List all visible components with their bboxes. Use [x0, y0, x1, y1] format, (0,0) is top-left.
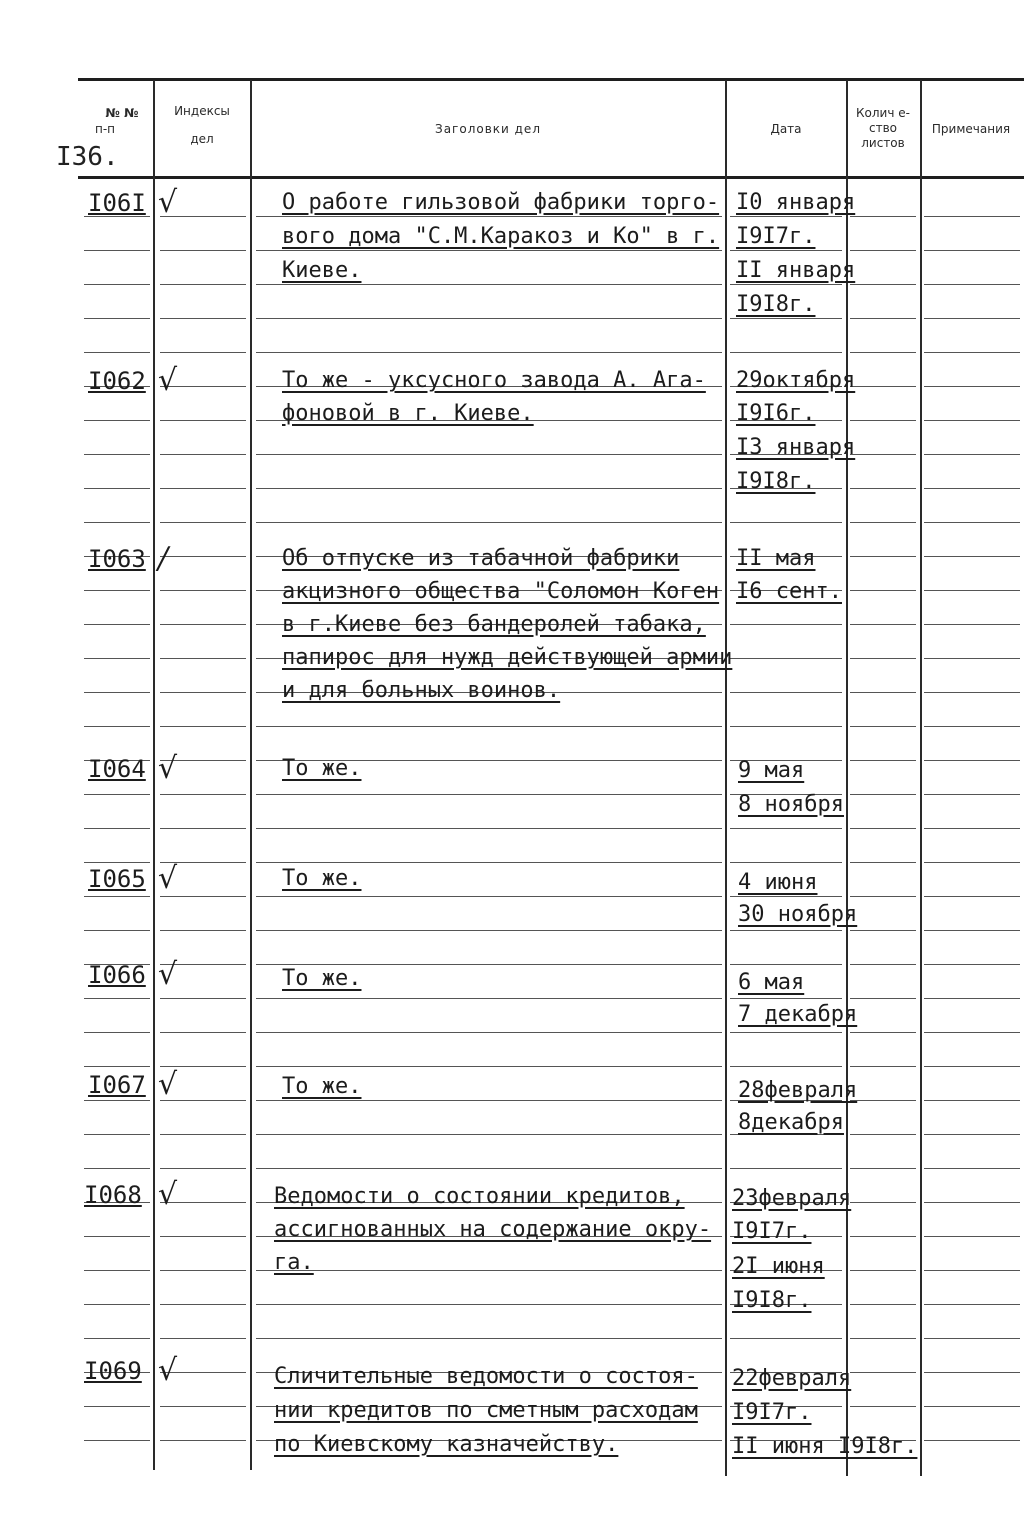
ruled-line	[160, 250, 246, 251]
ruled-line	[850, 318, 916, 319]
ruled-line	[850, 658, 916, 659]
title-line: ассигнованных на содержание окру-	[274, 1217, 712, 1242]
ruled-line	[256, 522, 722, 523]
date-line: 23февраля	[732, 1186, 852, 1211]
ruled-line	[160, 284, 246, 285]
ruled-line	[730, 522, 842, 523]
ruled-line	[730, 1338, 842, 1339]
ruled-line	[84, 1168, 150, 1169]
ruled-line	[84, 250, 150, 251]
header-count-line1: Колич е-	[856, 106, 910, 120]
ruled-line	[924, 1202, 1020, 1203]
entry-number: I063	[88, 545, 146, 573]
ruled-line	[256, 488, 722, 489]
ruled-line	[256, 726, 722, 727]
ruled-line	[850, 1202, 916, 1203]
title-line: акцизного общества "Соломон Коген	[282, 579, 720, 604]
date-line: 2I июня	[732, 1254, 825, 1279]
ruled-line	[924, 624, 1020, 625]
header-indices-line1: Индексы	[174, 104, 230, 118]
ruled-line	[256, 318, 722, 319]
ruled-line	[850, 454, 916, 455]
ruled-line	[730, 1032, 842, 1033]
ruled-line	[924, 1270, 1020, 1271]
ruled-line	[924, 658, 1020, 659]
ruled-line	[256, 1066, 722, 1067]
column-divider	[153, 80, 155, 1470]
check-mark: √	[158, 957, 178, 992]
ruled-line	[84, 284, 150, 285]
ruled-line	[256, 1304, 722, 1305]
check-mark: √	[158, 751, 178, 786]
ruled-line	[84, 726, 150, 727]
ruled-line	[160, 1304, 246, 1305]
ruled-line	[160, 1236, 246, 1237]
ruled-line	[730, 862, 842, 863]
date-line: I9I8г.	[736, 292, 816, 317]
ruled-line	[84, 794, 150, 795]
title-line: То же.	[282, 1074, 362, 1099]
ruled-line	[84, 1236, 150, 1237]
date-line: I0 января	[736, 190, 856, 215]
date-line: I9I7г.	[732, 1219, 812, 1244]
header-number-sub-label: п-п	[94, 122, 116, 136]
ruled-line	[924, 1066, 1020, 1067]
header-number-label: № №	[105, 106, 139, 120]
ruled-line	[924, 1032, 1020, 1033]
ruled-line	[850, 930, 916, 931]
ruled-line	[850, 590, 916, 591]
ruled-line	[850, 522, 916, 523]
title-line: вого дома "С.М.Каракоз и Ко" в г.	[282, 224, 720, 249]
ruled-line	[850, 726, 916, 727]
ruled-line	[160, 692, 246, 693]
ruled-line	[850, 352, 916, 353]
column-divider	[250, 80, 252, 1470]
ruled-line	[160, 488, 246, 489]
date-line: 29октября	[736, 368, 856, 393]
ruled-line	[924, 692, 1020, 693]
ruled-line	[84, 488, 150, 489]
ruled-line	[160, 352, 246, 353]
ruled-line	[850, 1304, 916, 1305]
ruled-line	[256, 1270, 722, 1271]
title-line: Ведомости о состоянии кредитов,	[274, 1184, 685, 1209]
title-line: Об отпуске из табачной фабрики	[282, 546, 680, 571]
ruled-line	[84, 930, 150, 931]
ruled-line	[924, 964, 1020, 965]
date-line: I9I8г.	[732, 1288, 812, 1313]
ruled-line	[730, 352, 842, 353]
ruled-line	[850, 794, 916, 795]
ruled-line	[850, 420, 916, 421]
header-date: Дата	[770, 122, 802, 136]
ruled-line	[850, 1134, 916, 1135]
ruled-line	[730, 964, 842, 965]
ruled-line	[256, 896, 722, 897]
ruled-line	[84, 624, 150, 625]
entry-number: I062	[88, 367, 146, 395]
ruled-line	[84, 896, 150, 897]
ruled-line	[256, 454, 722, 455]
ruled-line	[850, 624, 916, 625]
date-line: 8 ноября	[738, 792, 844, 817]
ruled-line	[924, 726, 1020, 727]
ruled-line	[84, 828, 150, 829]
title-line: по Киевскому казначейству.	[274, 1432, 619, 1457]
check-mark: √	[158, 185, 178, 220]
header-notes: Примечания	[931, 122, 1011, 136]
ruled-line	[924, 250, 1020, 251]
entry-number: I069	[84, 1357, 142, 1385]
ruled-line	[84, 998, 150, 999]
ruled-line	[924, 828, 1020, 829]
ruled-line	[84, 692, 150, 693]
ruled-line	[850, 1066, 916, 1067]
ruled-line	[160, 1440, 246, 1441]
ruled-line	[256, 930, 722, 931]
entry-number: I066	[88, 961, 146, 989]
ruled-line	[850, 1270, 916, 1271]
title-line: О работе гильзовой фабрики торго-	[282, 190, 720, 215]
header-bottom-rule	[78, 176, 1024, 179]
ruled-line	[730, 1066, 842, 1067]
date-line: 7 декабря	[738, 1002, 858, 1027]
ruled-line	[924, 998, 1020, 999]
ruled-line	[160, 556, 246, 557]
ruled-line	[160, 930, 246, 931]
ruled-line	[924, 896, 1020, 897]
ruled-line	[160, 896, 246, 897]
title-line: То же.	[282, 966, 362, 991]
ruled-line	[84, 352, 150, 353]
ruled-line	[160, 794, 246, 795]
check-mark: √	[158, 1067, 178, 1102]
ruled-line	[850, 1338, 916, 1339]
ruled-line	[850, 1032, 916, 1033]
ruled-line	[160, 522, 246, 523]
entry-number: I065	[88, 865, 146, 893]
date-line: 22февраля	[732, 1366, 852, 1391]
header-top-rule	[78, 78, 1024, 81]
ruled-line	[850, 216, 916, 217]
title-line: Киеве.	[282, 258, 362, 283]
entry-number: I064	[88, 755, 146, 783]
ruled-line	[730, 726, 842, 727]
ruled-line	[730, 1168, 842, 1169]
ruled-line	[256, 1168, 722, 1169]
ruled-line	[84, 1304, 150, 1305]
ruled-line	[924, 556, 1020, 557]
ruled-line	[160, 828, 246, 829]
ruled-line	[730, 692, 842, 693]
entry-number: I068	[84, 1181, 142, 1209]
ruled-line	[924, 216, 1020, 217]
ruled-line	[84, 658, 150, 659]
ruled-line	[924, 1372, 1020, 1373]
title-line: То же.	[282, 866, 362, 891]
date-line: I9I6г.	[736, 401, 816, 426]
ruled-line	[850, 862, 916, 863]
ruled-line	[924, 1440, 1020, 1441]
title-line: нии кредитов по сметным расходам	[274, 1398, 698, 1423]
title-line: фоновой в г. Киеве.	[282, 401, 534, 426]
ruled-line	[84, 1440, 150, 1441]
ruled-line	[850, 964, 916, 965]
ruled-line	[730, 828, 842, 829]
date-line: II января	[736, 258, 856, 283]
title-line: и для больных воинов.	[282, 678, 561, 703]
ruled-line	[256, 998, 722, 999]
ruled-line	[924, 386, 1020, 387]
ruled-line	[160, 454, 246, 455]
date-line: 30 ноября	[738, 902, 858, 927]
entry-number: I06I	[88, 189, 146, 217]
date-line: I9I8г.	[736, 469, 816, 494]
ruled-line	[924, 488, 1020, 489]
ruled-line	[84, 1134, 150, 1135]
date-line: 6 мая	[738, 970, 805, 995]
ruled-line	[924, 1406, 1020, 1407]
ruled-line	[850, 828, 916, 829]
header-indices	[156, 104, 248, 146]
ruled-line	[84, 1338, 150, 1339]
ruled-line	[850, 488, 916, 489]
check-mark: √	[158, 1177, 178, 1212]
ruled-line	[256, 1032, 722, 1033]
ruled-line	[160, 1134, 246, 1135]
ruled-line	[84, 1066, 150, 1067]
date-line: I9I7г.	[732, 1400, 812, 1425]
ruled-line	[84, 1032, 150, 1033]
title-line: папирос для нужд действующей армии	[282, 645, 733, 670]
ruled-line	[160, 726, 246, 727]
ruled-line	[924, 420, 1020, 421]
header-sheet-count	[848, 106, 918, 151]
ruled-line	[84, 522, 150, 523]
ruled-line	[160, 318, 246, 319]
ruled-line	[850, 284, 916, 285]
ruled-line	[730, 658, 842, 659]
header-count-line2: ство	[868, 121, 897, 135]
check-mark: √	[158, 1353, 178, 1388]
date-line: 28февраля	[738, 1078, 858, 1103]
title-line: То же.	[282, 756, 362, 781]
ruled-line	[84, 1406, 150, 1407]
ruled-line	[924, 862, 1020, 863]
ruled-line	[850, 386, 916, 387]
ruled-line	[160, 658, 246, 659]
check-mark: /	[158, 541, 169, 576]
title-line: га.	[274, 1250, 314, 1275]
ruled-line	[924, 1304, 1020, 1305]
ruled-line	[256, 828, 722, 829]
column-divider	[725, 80, 727, 1476]
date-line: I3 января	[736, 435, 856, 460]
ruled-line	[850, 692, 916, 693]
ruled-line	[160, 624, 246, 625]
entry-number: I067	[88, 1071, 146, 1099]
ruled-line	[160, 1406, 246, 1407]
ruled-line	[160, 1168, 246, 1169]
ruled-line	[924, 760, 1020, 761]
ruled-line	[160, 590, 246, 591]
ruled-line	[924, 352, 1020, 353]
header-titles: Заголовки дел	[435, 122, 541, 136]
ruled-line	[924, 794, 1020, 795]
ruled-line	[84, 420, 150, 421]
ruled-line	[924, 522, 1020, 523]
date-line: 8декабря	[738, 1110, 844, 1135]
date-line: II июня I9I8г.	[732, 1434, 918, 1459]
column-divider	[920, 80, 922, 1476]
ruled-line	[160, 1270, 246, 1271]
header-count-line3: листов	[861, 136, 905, 150]
ruled-line	[84, 1270, 150, 1271]
ruled-line	[924, 454, 1020, 455]
date-line: I9I7г.	[736, 224, 816, 249]
ruled-line	[256, 352, 722, 353]
ruled-line	[924, 318, 1020, 319]
ruled-line	[84, 318, 150, 319]
date-line: II мая	[736, 546, 816, 571]
date-line: 4 июня	[738, 870, 818, 895]
ruled-line	[850, 760, 916, 761]
ruled-line	[850, 1100, 916, 1101]
ruled-line	[850, 1168, 916, 1169]
ruled-line	[850, 896, 916, 897]
title-line: То же - уксусного завода А. Ага-	[282, 368, 706, 393]
column-divider	[846, 80, 848, 1476]
ruled-line	[850, 1372, 916, 1373]
date-line: I6 сент.	[736, 579, 842, 604]
ruled-line	[924, 1338, 1020, 1339]
ruled-line	[160, 1338, 246, 1339]
ruled-line	[84, 454, 150, 455]
ruled-line	[850, 556, 916, 557]
ruled-line	[256, 1134, 722, 1135]
ruled-line	[924, 1236, 1020, 1237]
ruled-line	[84, 590, 150, 591]
ruled-line	[160, 1032, 246, 1033]
date-line: 9 мая	[738, 758, 805, 783]
ruled-line	[850, 1406, 916, 1407]
header-number-sub	[92, 122, 118, 136]
title-line: в г.Киеве без бандеролей табака,	[282, 612, 706, 637]
header-indices-line2: дел	[190, 132, 214, 146]
ruled-line	[924, 1134, 1020, 1135]
ruled-line	[924, 284, 1020, 285]
header-number	[92, 106, 152, 120]
ruled-line	[850, 250, 916, 251]
check-mark: √	[158, 861, 178, 896]
ruled-line	[256, 794, 722, 795]
ruled-line	[850, 1236, 916, 1237]
ruled-line	[924, 1168, 1020, 1169]
ruled-line	[730, 624, 842, 625]
ruled-line	[924, 1100, 1020, 1101]
check-mark: √	[158, 363, 178, 398]
title-line: Сличительные ведомости о состоя-	[274, 1364, 698, 1389]
ruled-line	[160, 420, 246, 421]
ruled-line	[160, 998, 246, 999]
ruled-line	[924, 590, 1020, 591]
page-number: I36.	[56, 142, 119, 172]
ruled-line	[850, 998, 916, 999]
ruled-line	[256, 1338, 722, 1339]
ruled-line	[924, 930, 1020, 931]
